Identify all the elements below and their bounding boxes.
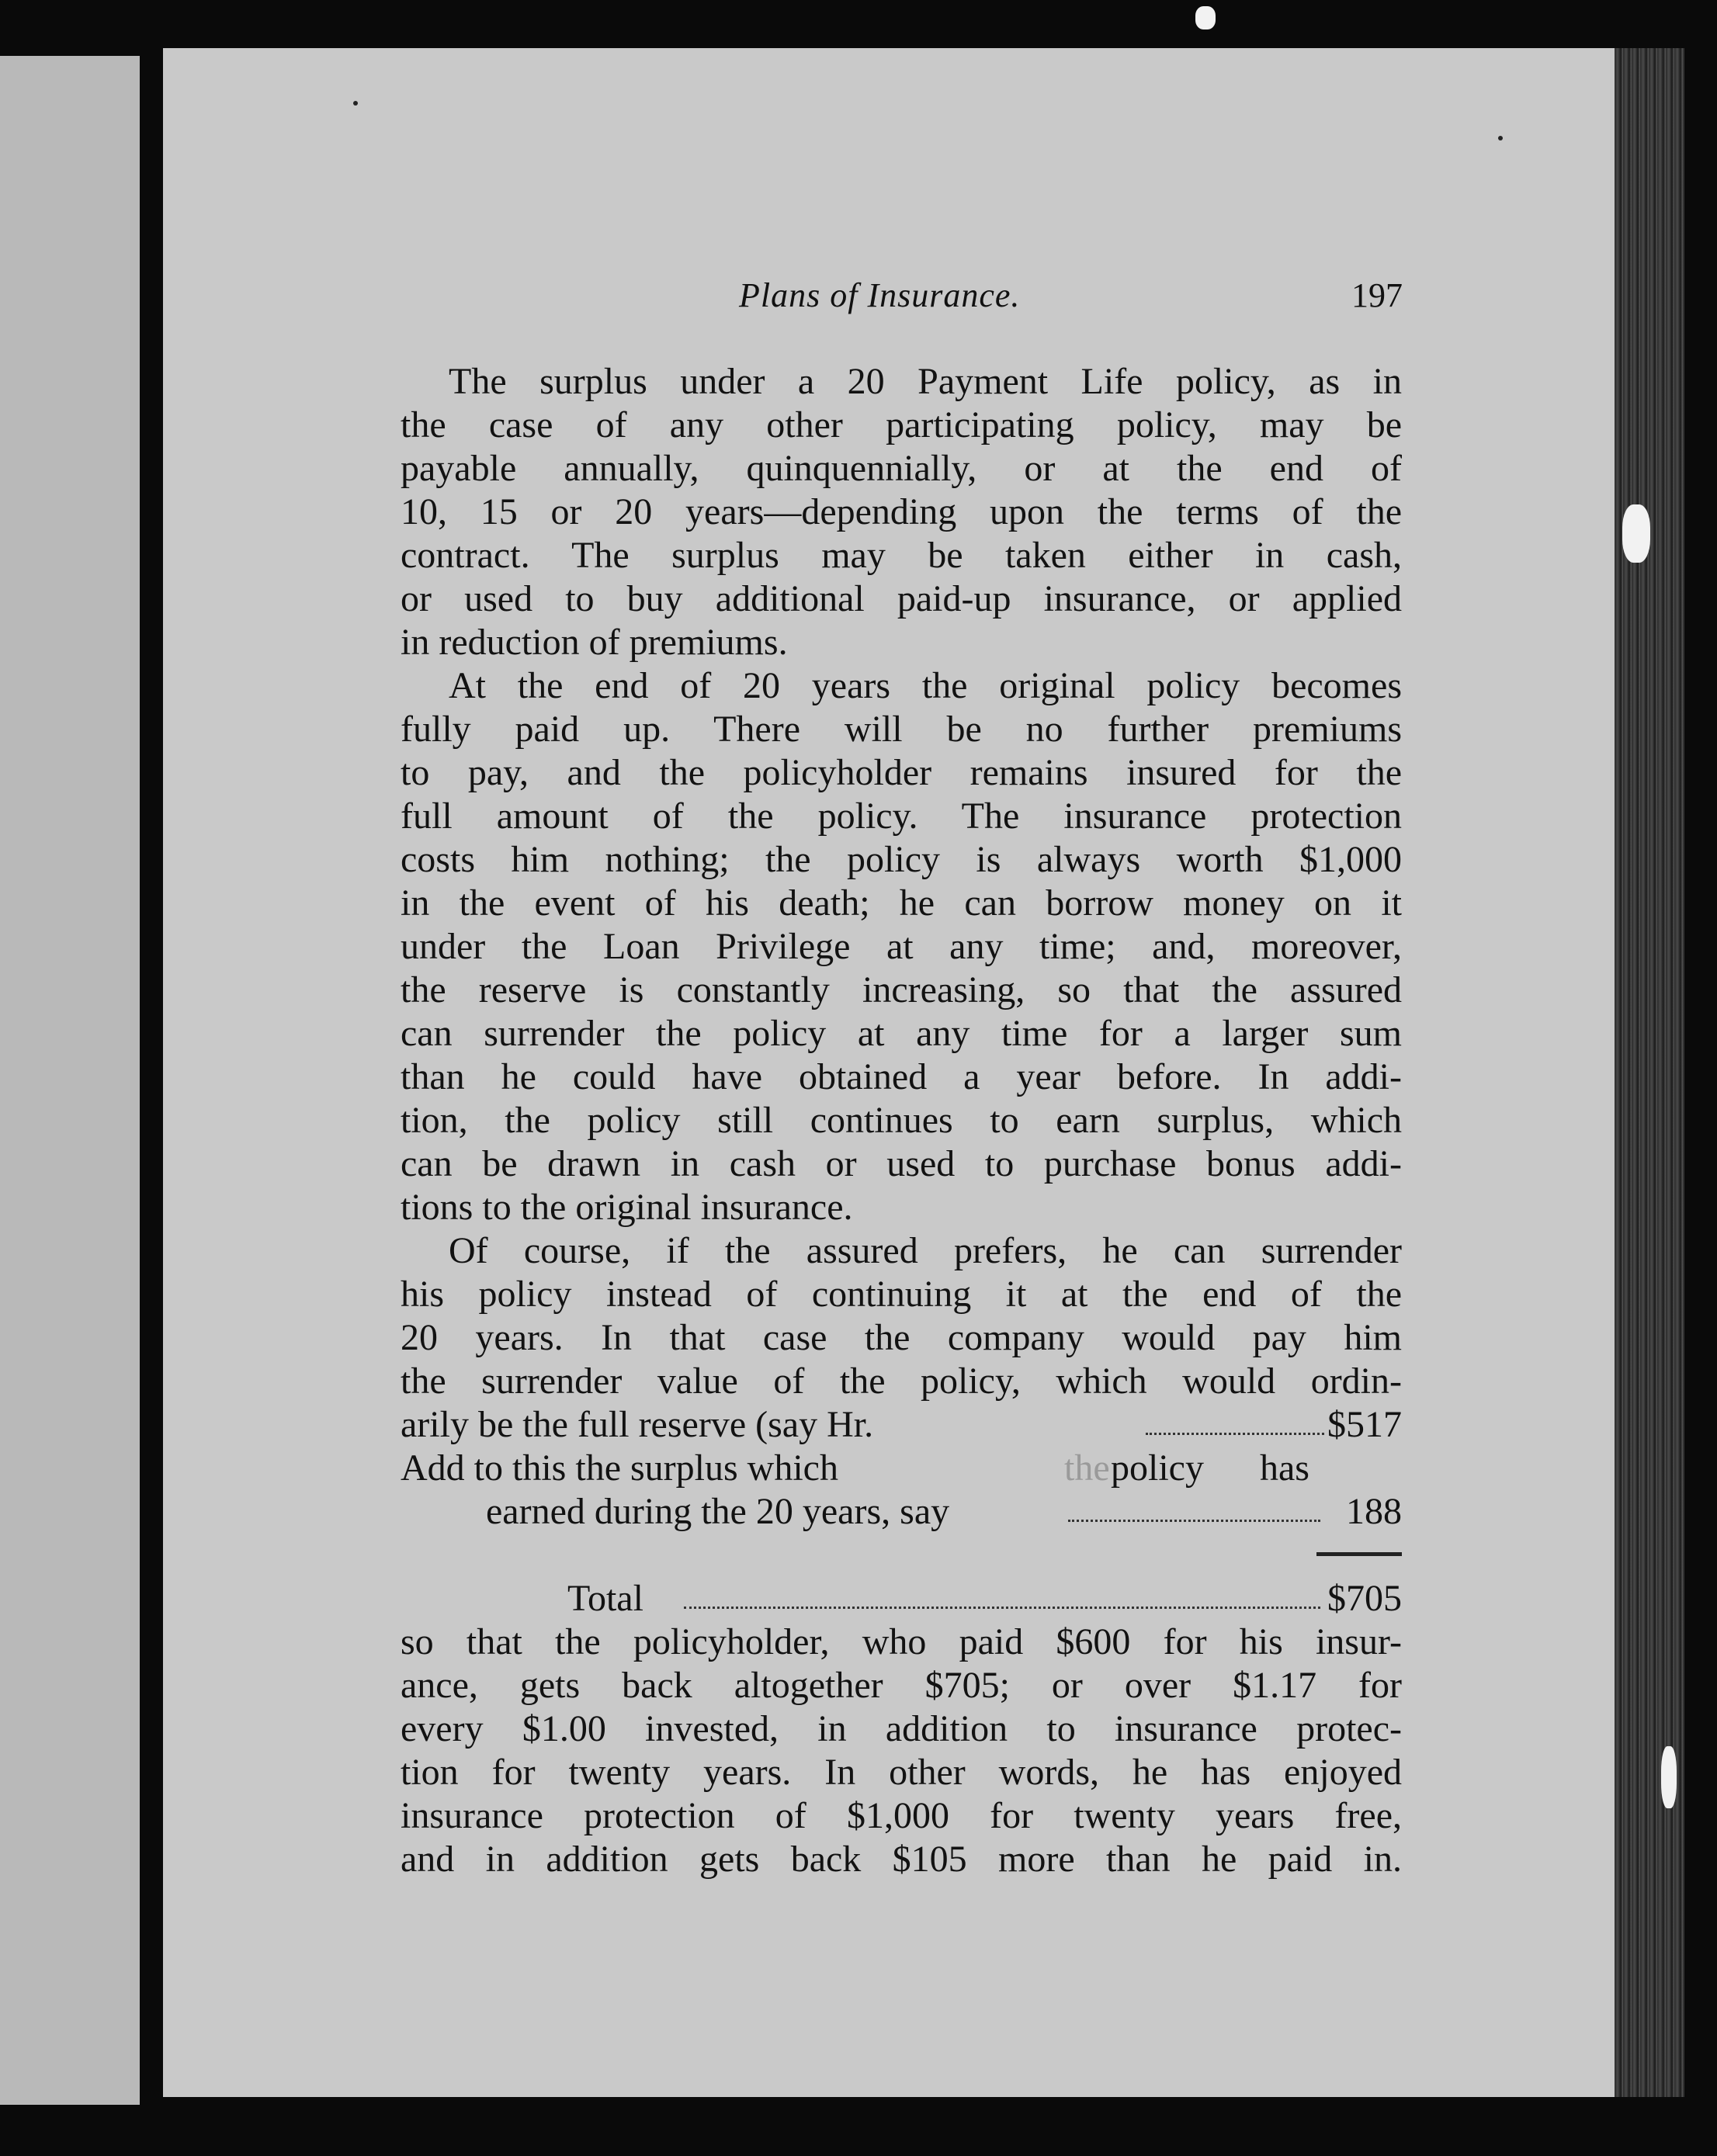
dot-leader [684,1607,1320,1609]
text-line: the case of any other participating policy, may be [401,404,1402,445]
surplus-label-2: earned during the 20 years, say [486,1491,950,1532]
text-line: can surrender the policy at any time for a larger sum [401,1013,1402,1054]
text-line: tion, the policy still continues to earn surplus, which [401,1100,1402,1141]
paragraph-conclusion [401,1620,1402,1881]
total-amount: $705 [1327,1578,1402,1619]
text-line: every $1.00 invested, in addition to insurance protec- [401,1708,1402,1749]
text-line: can be drawn in cash or used to purchase bonus addi- [401,1143,1402,1184]
text-line: At the end of 20 years the original policy becomes [449,665,1402,706]
text-line: Of course, if the assured prefers, he can surrender [449,1230,1402,1271]
text-line: 10, 15 or 20 years—depending upon the terms of the [401,491,1402,532]
surplus-row-2 [401,1490,1402,1534]
scan-speck [1195,6,1216,29]
book-gutter [140,47,163,2156]
text-line: payable annually, quinquennially, or at the end of [401,448,1402,489]
page-number: 197 [1351,276,1403,314]
text-line: 20 years. In that case the company would pay him [401,1317,1402,1358]
paragraph-paid-up [401,664,1402,1229]
text-line: or used to buy additional paid-up insurance, or applied [401,578,1402,619]
text-line: under the Loan Privilege at any time; and, moreover, [401,926,1402,967]
text-line: the surrender value of the policy, which would ordin- [401,1360,1402,1402]
reserve-row [401,1403,1402,1447]
text-line: so that the policyholder, who paid $600 for his insur- [401,1621,1402,1662]
total-row [401,1577,1402,1620]
surplus-label-end: policy has [1111,1447,1309,1489]
scan-speck [1661,1746,1677,1808]
surplus-amount: 188 [1346,1491,1402,1532]
total-label: Total [567,1578,643,1619]
page-body [401,360,1402,1881]
text-line: full amount of the policy. The insurance protection [401,796,1402,837]
text-line: tions to the original insurance. [401,1187,853,1228]
paragraph-surrender [401,1229,1402,1403]
text-line: and in addition gets back $105 more than he paid in. [401,1839,1402,1880]
text-line: insurance protection of $1,000 for twenty years free, [401,1795,1402,1836]
text-line: The surplus under a 20 Payment Life policy, as in [449,361,1402,402]
text-line: costs him nothing; the policy is always worth $1,000 [401,839,1402,880]
text-line: the reserve is constantly increasing, so that the assured [401,969,1402,1010]
text-line: in the event of his death; he can borrow money on it [401,882,1402,924]
scan-dot [353,101,358,106]
running-title: Plans of Insurance. [739,276,1021,314]
surplus-row [401,1447,1402,1490]
text-line: contract. The surplus may be taken either in cash, [401,535,1402,576]
surplus-label-gap: the [1064,1447,1110,1489]
text-line: in reduction of premiums. [401,622,788,663]
reserve-amount: $517 [1327,1404,1402,1445]
dot-leader [1146,1433,1324,1435]
scan-dot [1498,136,1503,140]
surrender-calculation [401,1403,1402,1620]
page-header [699,276,1403,322]
left-page-edge [0,56,140,2105]
text-line: fully paid up. There will be no further premiums [401,709,1402,750]
paragraph-surplus [401,360,1402,664]
surplus-label: Add to this the surplus which [401,1447,838,1489]
scan-speck [1622,504,1650,563]
text-line: tion for twenty years. In other words, he has enjoyed [401,1752,1402,1793]
text-line: than he could have obtained a year before. In addi- [401,1056,1402,1097]
dot-leader [1068,1520,1320,1522]
text-line: to pay, and the policyholder remains insured for the [401,752,1402,793]
sum-rule-row [401,1534,1402,1577]
sum-rule [1316,1552,1402,1556]
reserve-label: arily be the full reserve (say Hr. [401,1404,874,1445]
text-line: ance, gets back altogether $705; or over $1.17 for [401,1665,1402,1706]
text-line: his policy instead of continuing it at the end of the [401,1274,1402,1315]
